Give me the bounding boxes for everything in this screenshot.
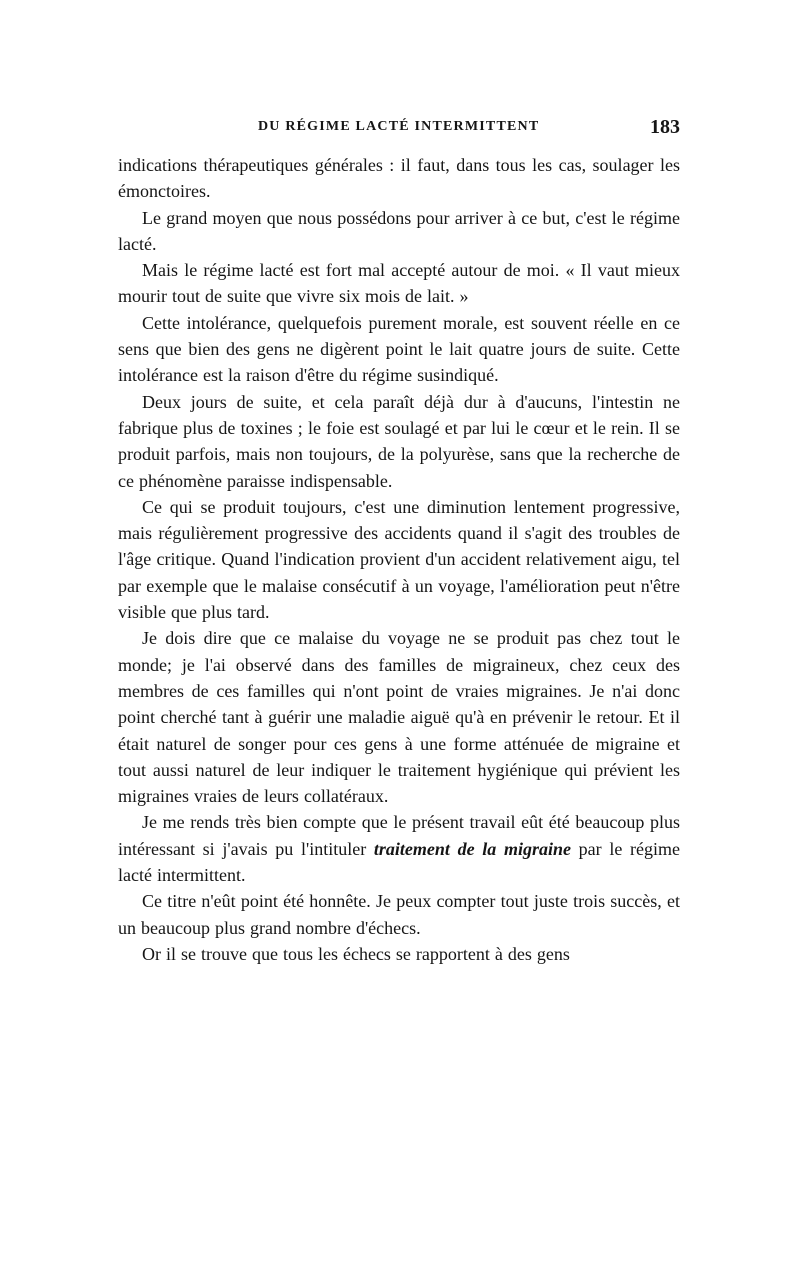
paragraph-continuation: indications thérapeutiques générales : il faut, dans tous les cas, soulager les émonctoires. (118, 155, 680, 202)
paragraph-text: par le régime lacté intermittent. (118, 838, 681, 886)
paragraph-with-italic (118, 809, 680, 888)
paragraph: Je dois dire que ce malaise du voyage ne se produit pas chez tout le monde; je l'ai observé dans des familles de migraineux, chez ceux des membres de ces familles qui n'ont point de vraies migraines. Je n'ai donc point cherché tant à guérir une maladie aiguë qu'à en prévenir le retour. Et il était naturel de songer pour ces gens à une forme atténuée de migraine et tout aussi naturel de leur indiquer le traitement hygiénique qui prévient les migraines vraies de leurs collatéraux. (118, 628, 680, 807)
paragraph-text: Je me rends très bien compte que le présent travail eût été beaucoup plus intéressant si j'avais pu l'intituler (118, 812, 680, 859)
paragraph: Le grand moyen que nous possédons pour arriver à ce but, c'est le régime lacté. (118, 207, 680, 254)
paragraph: Ce titre n'eût point été honnête. Je peux compter tout juste trois succès, et un beaucoup plus grand nombre d'échecs. (118, 891, 680, 938)
paragraph-last-line: Or il se trouve que tous les échecs se rapportent à des gens (142, 943, 570, 964)
running-title: DU RÉGIME LACTÉ INTERMITTENT (258, 119, 540, 134)
running-head (118, 116, 680, 142)
page-number: 183 (650, 116, 680, 138)
paragraph: Ce qui se produit toujours, c'est une diminution lentement progressive, mais régulièrement progressive des accidents quand il s'agit des troubles de l'âge critique. Quand l'indication provient d'un accident relativement aigu, tel par exemple que le malaise consécutif à un voyage, l'amélioration peut n'être visible que plus tard. (118, 496, 680, 623)
paragraph: Deux jours de suite, et cela paraît déjà dur à d'aucuns, l'intestin ne fabrique plus de toxines ; le foie est soulagé et par lui le cœur et le rein. Il se produit parfois, mais non toujours, de la polyurèse, sans que la recherche de ce phénomène paraisse indispensable. (118, 391, 680, 491)
paragraph: Cette intolérance, quelquefois purement morale, est souvent réelle en ce sens que bien des gens ne digèrent point le lait quatre jours de suite. Cette intolérance est la raison d'être du régime susindiqué. (118, 312, 680, 386)
paragraph: Mais le régime lacté est fort mal accepté autour de moi. « Il vaut mieux mourir tout de suite que vivre six mois de lait. » (118, 260, 680, 307)
body-text (118, 152, 680, 967)
italic-title-text: traitement de la migraine (373, 838, 571, 859)
